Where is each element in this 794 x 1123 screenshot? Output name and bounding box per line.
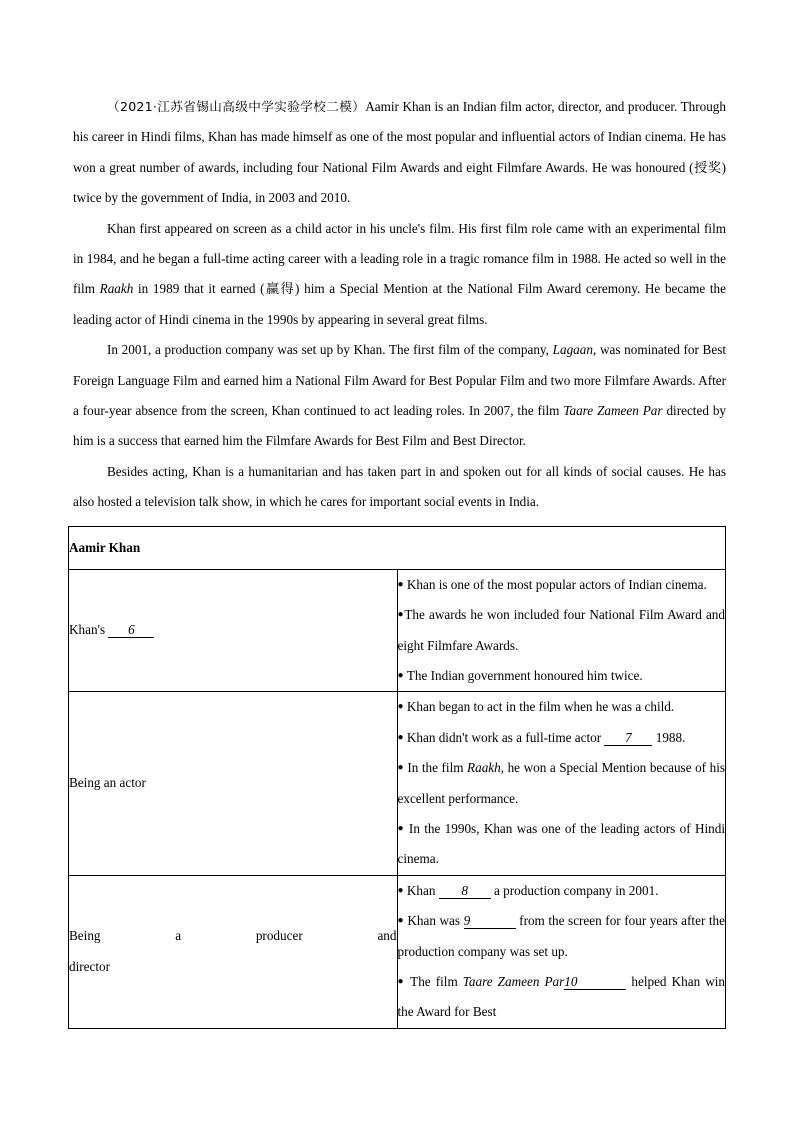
list-item	[398, 814, 726, 875]
list-item	[398, 661, 726, 691]
answer-blank-6[interactable]: 6	[108, 623, 154, 638]
row-label-3-line2: director	[69, 958, 111, 974]
list-item-text: The Indian government honoured him twice.	[406, 667, 643, 683]
list-item-text-a: In the film	[403, 760, 468, 776]
list-item	[398, 967, 726, 1028]
list-item	[398, 600, 726, 661]
bullet-dot-icon: ●	[397, 731, 404, 743]
list-item-text-b: , he won a Special Mention because of his excellent performance.	[397, 760, 726, 806]
film-title-lagaan: Lagaan	[552, 342, 593, 358]
reading-passage	[73, 92, 726, 518]
list-item-text: The awards he won included four National Film Award and eight Filmfare Awards.	[397, 607, 725, 653]
paragraph-3-text-a: In 2001, a production company was set up by Khan. The first film of the company,	[107, 342, 553, 358]
list-item-text-b: 1988.	[652, 729, 686, 745]
answer-blank-10[interactable]: 10	[564, 975, 626, 990]
bullet-dot-icon: ●	[397, 701, 404, 713]
bullet-dot-icon: ●	[397, 578, 404, 590]
row-label-cell-2	[69, 692, 398, 875]
list-item-text-a: Khan	[406, 882, 439, 898]
paragraph-2-text-b: in 1989 that it earned (赢得) him a Special Mention at the National Film Award ceremony. He became the leading actor of Hindi cinema in the 1990s by appearing in several great films.	[73, 281, 726, 327]
row-label-1-text: Khan's	[69, 622, 109, 638]
bullet-dot-icon: ●	[397, 669, 404, 681]
bullet-dot-icon: ●	[397, 915, 404, 927]
film-title-taare-zameen-par: Taare Zameen Par	[462, 973, 565, 989]
table-row	[69, 692, 726, 875]
list-item	[398, 753, 726, 814]
paragraph-1-text: Aamir Khan is an Indian film actor, director, and producer. Through his career in Hindi films, Khan has made himself as one of the most popular and influential actors of Indian cinema. He has won a great number of awards, including four National Film Awards and eight Filmfare Awards. He was honoured (授奖) twice by the government of India, in 2003 and 2010.	[73, 99, 726, 206]
answer-blank-8[interactable]: 8	[439, 884, 491, 899]
paragraph-3-text-c: directed by him is a success that earned him the Filmfare Awards for Best Film and Best Director.	[73, 403, 727, 449]
table-header-row	[69, 526, 726, 569]
list-item-text-b: helped Khan win the Award for Best	[397, 973, 726, 1020]
table-row	[69, 569, 726, 692]
row-items-cell-2	[397, 692, 726, 875]
list-item	[398, 876, 726, 906]
list-item-text-b: from the screen for four years after the production company was set up.	[397, 913, 726, 959]
paragraph-1	[73, 92, 726, 214]
list-item-text: Khan began to act in the film when he was a child.	[406, 699, 675, 715]
film-title-raakh: Raakh	[99, 281, 134, 297]
bullet-dot-icon: ●	[397, 884, 404, 896]
list-item	[398, 570, 726, 600]
list-item	[398, 723, 726, 753]
row-items-cell-3	[397, 875, 726, 1028]
row-label-1	[69, 615, 397, 645]
list-item-text-a: Khan was	[407, 913, 464, 929]
paragraph-3-text-b: , was nominated for Best Foreign Language Film and earned him a National Film Award for Best Popular Film and two more Filmfare Awards. After a four-year absence from the screen, Khan continued to act leading roles. In 2007, the film	[73, 342, 726, 419]
list-item-text-b: a production company in 2001.	[490, 882, 659, 898]
bullet-dot-icon: ●	[397, 609, 405, 621]
table-title-cell: Aamir Khan	[69, 526, 726, 569]
exam-source-tag: （2021·江苏省锡山高级中学实验学校二模）	[107, 99, 366, 114]
list-item-text-a: Khan didn't work as a full-time actor	[406, 729, 605, 745]
answer-blank-7[interactable]: 7	[604, 731, 652, 746]
list-item-text: Khan is one of the most popular actors of Indian cinema.	[406, 576, 707, 592]
list-item	[398, 906, 726, 967]
table-row	[69, 875, 726, 1028]
answer-blank-9[interactable]: 9	[464, 914, 516, 929]
paragraph-2	[73, 214, 726, 336]
bullet-dot-icon: ●	[397, 762, 404, 774]
row-label-2: Being an actor	[69, 775, 146, 791]
row-label-cell-1	[69, 569, 398, 692]
list-item	[398, 692, 726, 722]
film-title-raakh: Raakh	[467, 760, 501, 776]
bullet-dot-icon: ●	[397, 822, 405, 834]
film-title-taare-zameen-par: Taare Zameen Par	[563, 403, 663, 419]
bullet-dot-icon: ●	[397, 975, 406, 987]
list-item-text: In the 1990s, Khan was one of the leading actors of Hindi cinema.	[397, 820, 725, 867]
list-item-text-a: The film	[405, 973, 463, 989]
paragraph-2-text-a: Khan first appeared on screen as a child actor in his uncle's film. His first film role came with an experimental film in 1984, and he began a full-time acting career with a leading role in a tragic romance film in 1988. He acted so well in the film	[73, 220, 726, 297]
paragraph-4	[73, 457, 726, 518]
row-label-3-line1: Being a producer and	[69, 928, 397, 944]
summary-table	[68, 526, 726, 1029]
paragraph-3	[73, 335, 726, 457]
row-items-cell-1	[397, 569, 726, 692]
row-label-cell-3	[69, 875, 398, 1028]
summary-table-body	[69, 526, 726, 1028]
paragraph-4-text: Besides acting, Khan is a humanitarian and has taken part in and spoken out for all kinds of social causes. He has also hosted a television talk show, in which he cares for important social events in India.	[73, 463, 726, 510]
